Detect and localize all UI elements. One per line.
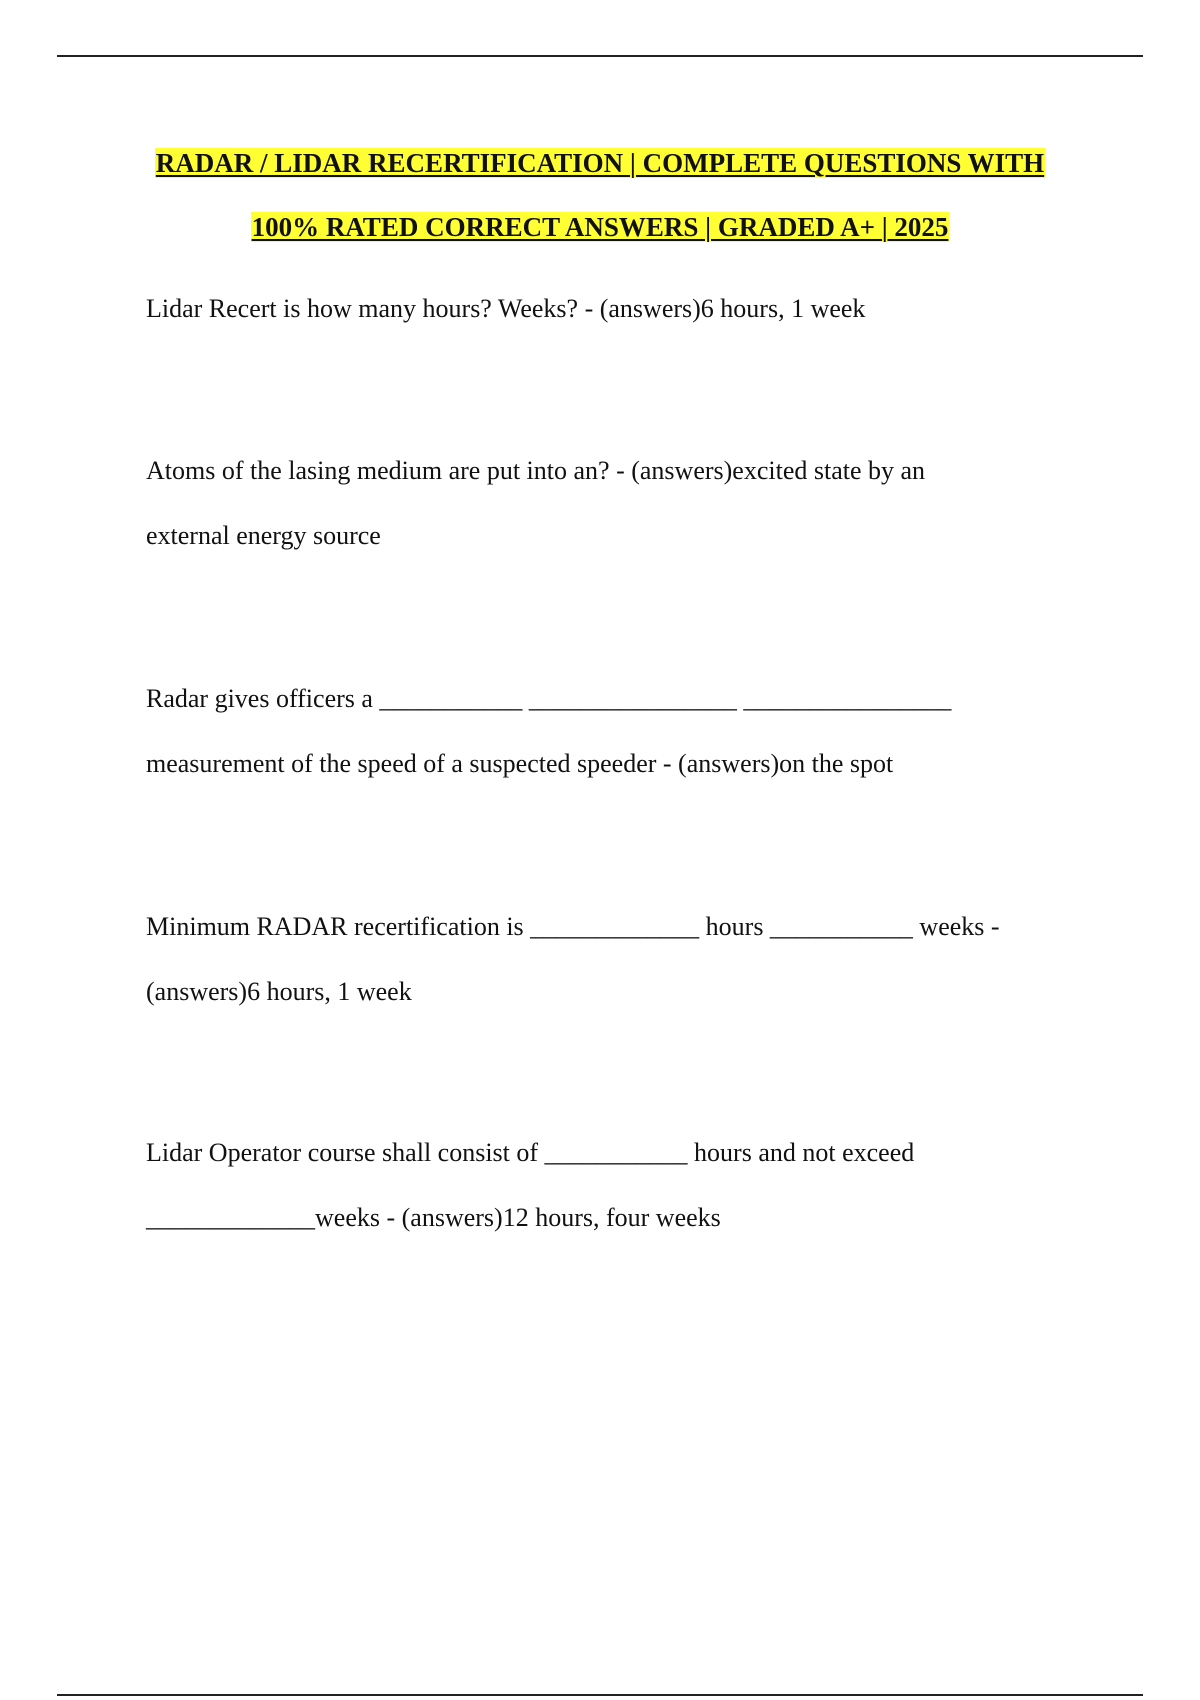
qa-item-3-line-1: Radar gives officers a ___________ ________________ ________________ xyxy=(146,684,952,713)
qa-item-2-line-2: external energy source xyxy=(146,521,381,550)
qa-item-2 xyxy=(146,438,1076,568)
qa-item-5-line-2: _____________weeks - (answers)12 hours, four weeks xyxy=(146,1203,721,1232)
qa-item-1 xyxy=(146,276,1076,341)
footer-rule xyxy=(57,1694,1143,1696)
document-title-line-2: 100% RATED CORRECT ANSWERS | GRADED A+ | 2025 xyxy=(251,212,949,242)
document-title-line-1: RADAR / LIDAR RECERTIFICATION | COMPLETE QUESTIONS WITH xyxy=(155,148,1045,178)
qa-item-4 xyxy=(146,894,1076,1024)
qa-item-5 xyxy=(146,1120,1076,1250)
qa-item-2-line-1: Atoms of the lasing medium are put into an? - (answers)excited state by an xyxy=(146,456,926,485)
qa-item-4-line-2: (answers)6 hours, 1 week xyxy=(146,977,412,1006)
header-rule xyxy=(57,55,1143,57)
qa-item-1-line-1: Lidar Recert is how many hours? Weeks? - (answers)6 hours, 1 week xyxy=(146,294,866,323)
qa-item-4-line-1: Minimum RADAR recertification is _____________ hours ___________ weeks - xyxy=(146,912,1000,941)
qa-item-5-line-1: Lidar Operator course shall consist of ___________ hours and not exceed xyxy=(146,1138,915,1167)
qa-item-3 xyxy=(146,666,1076,796)
qa-item-3-line-2: measurement of the speed of a suspected speeder - (answers)on the spot xyxy=(146,749,894,778)
